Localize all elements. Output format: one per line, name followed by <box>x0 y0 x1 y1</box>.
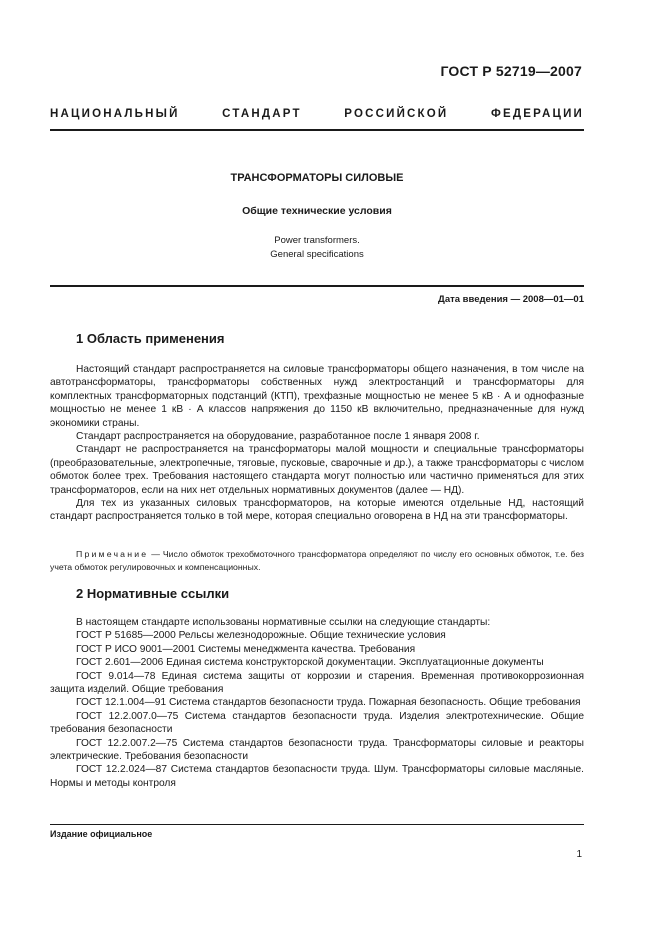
reference-item: ГОСТ Р 51685—2000 Рельсы железнодорожные. Общие технические условия <box>76 630 446 642</box>
banner-word: СТАНДАРТ <box>222 108 302 120</box>
reference-item: ГОСТ 12.1.004—91 Система стандартов безопасности труда. Пожарная безопасность. Общие требования <box>76 697 581 709</box>
paragraph: Настоящий стандарт распространяется на силовые трансформаторы общего назначения, в том числе на автотрансформаторы, трансформаторы собственных нужд электростанций и трансформаторы для комплектных трансформаторных подстанций (КТП), трехфазные мощностью не менее 5 кВ · А и однофазные мощностью не менее 1 кВ · А классов напряжения до 1150 кВ включительно, предназначенные для нужд экономики страны. <box>50 364 584 429</box>
paragraph: Для тех из указанных силовых трансформаторов, на которые имеются отдельные НД, настоящий стандарт распространяется только в той мере, которая специально оговорена в НД на эти трансформаторы. <box>50 498 584 523</box>
middle-divider <box>50 285 584 287</box>
section-body-references <box>50 616 584 790</box>
national-standard-banner <box>50 108 584 120</box>
document-title: ТРАНСФОРМАТОРЫ СИЛОВЫЕ <box>230 172 404 184</box>
top-divider <box>50 129 584 131</box>
english-title-line: General specifications <box>270 249 364 260</box>
reference-item: ГОСТ 12.2.007.0—75 Система стандартов безопасности труда. Изделия электротехнические. Общие требования безопасности <box>50 710 584 736</box>
english-title-line: Power transformers. <box>274 235 360 246</box>
banner-word: ФЕДЕРАЦИИ <box>490 108 584 120</box>
section-body-scope <box>50 363 584 524</box>
banner-word: НАЦИОНАЛЬНЫЙ <box>50 108 180 120</box>
document-subtitle: Общие технические условия <box>242 205 392 217</box>
reference-item: ГОСТ 12.2.007.2—75 Система стандартов безопасности труда. Трансформаторы силовые и реакторы электрические. Требования безопасности <box>50 737 584 763</box>
page-number: 1 <box>576 849 582 860</box>
note-text: — Число обмоток трехобмоточного трансформатора определяют по числу его основных обмоток, т.е. без учета обмоток регулировочных и компенсационных. <box>50 549 584 572</box>
reference-item: ГОСТ 12.2.024—87 Система стандартов безопасности труда. Шум. Трансформаторы силовые масляные. Нормы и методы контроля <box>50 764 584 789</box>
section-heading-scope: 1 Область применения <box>76 331 225 346</box>
english-title <box>50 234 584 262</box>
note-label: Примечание <box>76 549 149 559</box>
paragraph: В настоящем стандарте использованы нормативные ссылки на следующие стандарты: <box>76 617 491 628</box>
reference-item: ГОСТ Р ИСО 9001—2001 Системы менеджмента качества. Требования <box>76 643 416 655</box>
section-heading-references: 2 Нормативные ссылки <box>76 586 230 601</box>
paragraph: Стандарт не распространяется на трансформаторы малой мощности и специальные трансформаторы (преобразовательные, электропечные, тяговые, пусковые, сварочные и др.), а также трансформаторы с числом обмоток более трех. Требования настоящего стандарта могут полностью или частично применяться для этих трансформаторов, если на них нет отдельных нормативных документов (далее — НД). <box>50 444 584 496</box>
effective-date: Дата введения — 2008—01—01 <box>438 294 584 305</box>
gost-identifier: ГОСТ Р 52719—2007 <box>440 63 582 79</box>
paragraph: Стандарт распространяется на оборудование, разработанное после 1 января 2008 г. <box>76 431 480 443</box>
reference-item: ГОСТ 2.601—2006 Единая система конструкторской документации. Эксплуатационные документы <box>76 657 544 669</box>
note <box>50 548 584 574</box>
reference-item: ГОСТ 9.014—78 Единая система защиты от коррозии и старения. Временная противокоррозионная защита изделий. Общие требования <box>50 670 584 696</box>
footer-divider <box>50 824 584 825</box>
edition-label: Издание официальное <box>50 829 153 839</box>
banner-word: РОССИЙСКОЙ <box>344 108 449 120</box>
note-paragraph <box>50 548 584 574</box>
